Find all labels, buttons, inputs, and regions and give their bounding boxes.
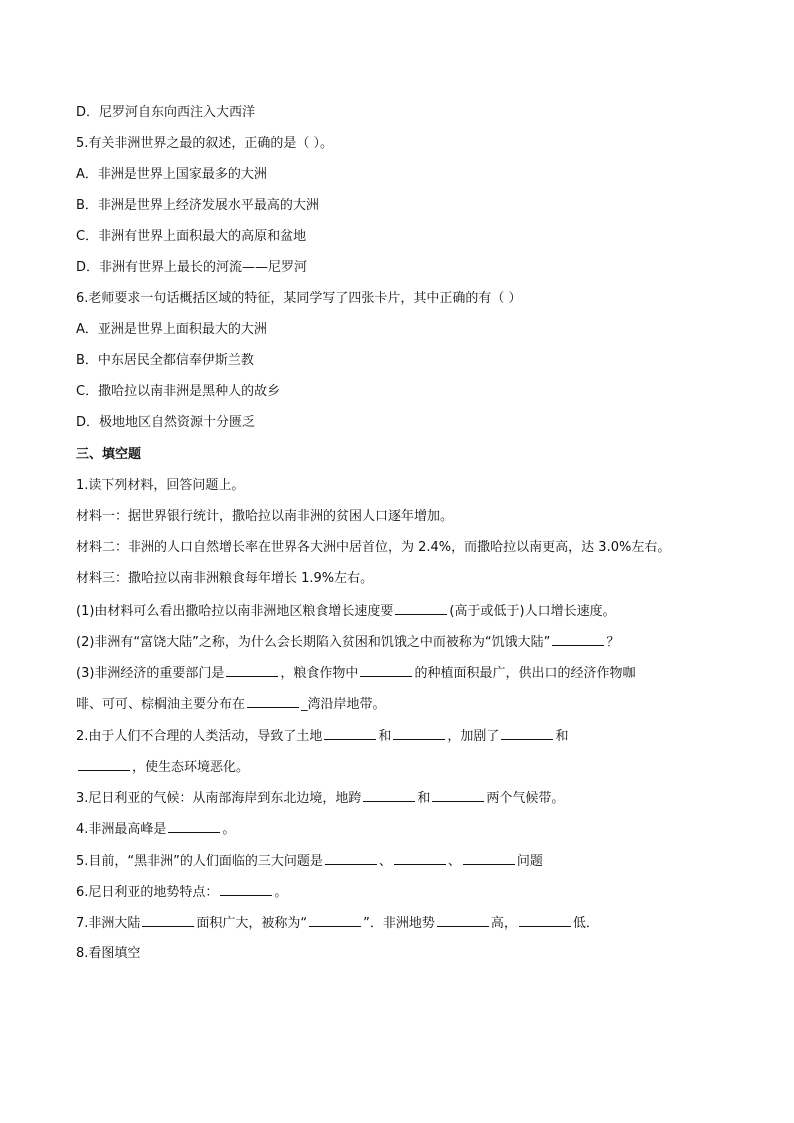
option-d: D．极地地区自然资源十分匮乏 (76, 415, 256, 430)
option-b: B．中东居民全都信奉伊斯兰教 (76, 353, 254, 368)
fill-question-6: 6.尼日利亚的地势特点： 。 (76, 885, 288, 900)
fill-question-5: 5.目前，“黑非洲”的人们面临的三大问题是 、 、 问题 (76, 854, 543, 869)
answer-blank[interactable] (324, 727, 376, 740)
fill-question-3: 3.尼日利亚的气候：从南部海岸到东北边境，地跨 和 两个气候带。 (76, 791, 565, 806)
fill-question-4: 4.非洲最高峰是 。 (76, 822, 236, 837)
subquestion-3-continued: 啡、可可、棕榈油主要分布在 _湾沿岸地带。 (76, 697, 386, 712)
answer-blank[interactable] (363, 789, 415, 802)
answer-blank[interactable] (309, 914, 361, 927)
answer-blank[interactable] (220, 883, 272, 896)
option-c: C．撒哈拉以南非洲是黑种人的故乡 (76, 384, 281, 399)
answer-blank[interactable] (142, 914, 194, 927)
answer-blank[interactable] (325, 852, 377, 865)
question-6: 6.老师要求一句话概括区域的特征，某同学写了四张卡片，其中正确的有（ ） (76, 291, 522, 306)
material-2: 材料二：非洲的人口自然增长率在世界各大洲中居首位，为 2.4%，而撒哈拉以南更高，达 3.0%左右。 (76, 540, 671, 555)
fill-question-2: 2.由于人们不合理的人类活动，导致了土地 和 ，加剧了 和 (76, 729, 569, 744)
answer-blank[interactable] (78, 758, 130, 771)
answer-blank[interactable] (437, 914, 489, 927)
answer-blank[interactable] (463, 852, 515, 865)
option-a: A．亚洲是世界上面积最大的大洲 (76, 322, 267, 337)
option-d: D．非洲有世界上最长的河流——尼罗河 (76, 260, 308, 275)
question-5: 5.有关非洲世界之最的叙述，正确的是（ ）。 (76, 136, 334, 151)
fill-question-1: 1.读下列材料，回答问题上。 (76, 478, 245, 493)
option-a: A．非洲是世界上国家最多的大洲 (76, 167, 267, 182)
answer-blank[interactable] (519, 914, 571, 927)
answer-blank[interactable] (395, 602, 447, 615)
option-b: B．非洲是世界上经济发展水平最高的大洲 (76, 198, 319, 213)
subquestion-2: (2)非洲有“富饶大陆”之称，为什么会长期陷入贫困和饥饿之中而被称为“饥饿大陆” ？ (76, 635, 620, 650)
answer-blank[interactable] (432, 789, 484, 802)
fill-question-8: 8.看图填空 (76, 946, 141, 961)
fill-question-7: 7.非洲大陆 面积广大，被称为“ ”．非洲地势 高， 低． (76, 916, 599, 931)
answer-blank[interactable] (552, 633, 604, 646)
answer-blank[interactable] (247, 695, 299, 708)
subquestion-3: (3)非洲经济的重要部门是 ，粮食作物中 的种植面积最广，供出口的经济作物咖 (76, 666, 636, 681)
answer-blank[interactable] (360, 664, 412, 677)
answer-blank[interactable] (226, 664, 278, 677)
answer-blank[interactable] (393, 727, 445, 740)
material-3: 材料三：撒哈拉以南非洲粮食每年增长 1.9%左右。 (76, 571, 374, 586)
answer-blank[interactable] (168, 820, 220, 833)
option-5-prev-d: D．尼罗河自东向西注入大西洋 (76, 105, 256, 120)
answer-blank[interactable] (394, 852, 446, 865)
option-c: C．非洲有世界上面积最大的高原和盆地 (76, 229, 307, 244)
answer-blank[interactable] (501, 727, 553, 740)
fill-question-2-continued: ，使生态环境恶化。 (76, 758, 754, 777)
subquestion-1: (1)由材料可么看出撒哈拉以南非洲地区粮食增长速度要 (高于或低于)人口增长速度。 (76, 604, 616, 619)
material-1: 材料一：据世界银行统计，撒哈拉以南非洲的贫困人口逐年增加。 (76, 509, 454, 524)
section-heading: 三、填空题 (76, 447, 142, 462)
